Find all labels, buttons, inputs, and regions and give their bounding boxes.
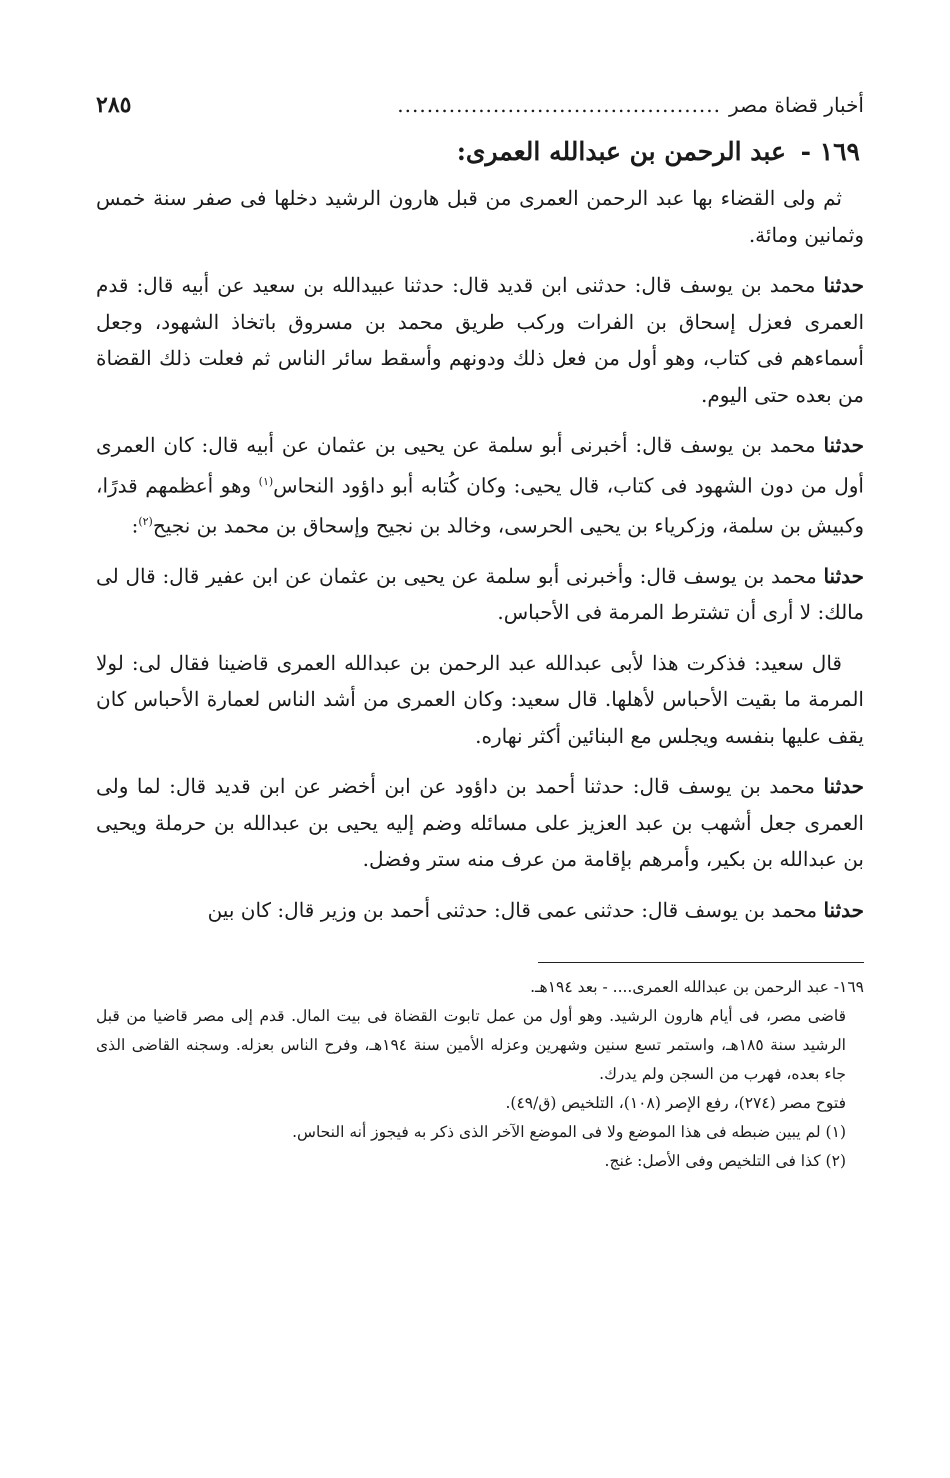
paragraph-text: محمد بن يوسف قال: حدثنى ابن قديد قال: حدثنا عبيدالله بن سعيد عن أبيه قال: قدم العمرى فعزل إسحاق بن الفرات وركب طريق محمد بن مسروق باتخاذ الشهود، وجعل أسماءهم فى كتاب، وهو أول من فعل ذلك ودونهم وأسقط سائر الناس ثم فعلت ذلك القضاة من بعده حتى اليوم. (96, 273, 864, 407)
paragraph (96, 645, 864, 755)
footnote-entry-body: قاضى مصر، فى أيام هارون الرشيد. وهو أول من عمل تابوت القضاة فى بيت المال. قدم إلى مصر قاضيا من قبل الرشيد سنة ١٨٥هـ، واستمر تسع سنين وشهرين وعزله الأمين سنة ١٩٤هـ، وفرح الناس بعزله. وسجنه القاضى الذى جاء بعده، فهرب من السجن ولم يدرك. (96, 1007, 846, 1084)
footnote-marker-2[interactable]: (٢) (138, 514, 153, 528)
paragraph-lead: حدثنا (823, 774, 864, 799)
paragraph-lead: حدثنا (823, 563, 864, 588)
footnote-separator (538, 962, 864, 963)
book-title: أخبار قضاة مصر (729, 93, 864, 117)
footnote-1: (١) لم يبين ضبطه فى هذا الموضع ولا فى الموضع الآخر الذى ذكر به فيجوز أنه النحاس. (292, 1123, 846, 1142)
paragraph-lead: حدثنا (823, 433, 864, 457)
paragraph (96, 768, 864, 878)
paragraph-text: وهو أعظمهم قدرًا، وكبيش بن سلمة، وزكرياء بن يحيى الحرسى، وخالد بن نجيح وإسحاق بن محمد بن نجيح (96, 473, 864, 538)
footnote-2: (٢) كذا فى التلخيص وفى الأصل: غنج. (604, 1152, 846, 1171)
footnotes (96, 973, 864, 1176)
section-number: ١٦٩ - (800, 137, 860, 166)
running-header (96, 88, 864, 122)
paragraph-text: ثم ولى القضاء بها عبد الرحمن العمرى من قبل هارون الرشيد دخلها فى صفر سنة خمس وثمانين ومائة. (96, 186, 864, 247)
footnote-entry-sources: فتوح مصر (٢٧٤)، رفع الإصر (١٠٨)، التلخيص (ق/٤٩). (505, 1094, 846, 1113)
paragraph (96, 427, 864, 544)
section-heading (96, 132, 860, 172)
page-number: ٢٨٥ (96, 92, 132, 118)
footnote-entry-title: ١٦٩- عبد الرحمن بن عبدالله العمرى.... - بعد ١٩٤هـ. (530, 978, 864, 997)
footnote-marker-1[interactable]: (١) (258, 474, 274, 488)
paragraph (96, 180, 864, 253)
paragraph-lead: حدثنا (823, 273, 864, 297)
paragraph-text: محمد بن يوسف قال: وأخبرنى أبو سلمة عن يحيى بن عثمان عن ابن عفير قال: قال لى مالك: لا أرى أن تشترط المرمة فى الأحباس. (96, 563, 864, 625)
book-page (96, 88, 864, 1180)
paragraph-lead: حدثنا (823, 897, 864, 922)
paragraph-text: محمد بن يوسف قال: حدثنى عمى قال: حدثنى أحمد بن وزير قال: كان بين (207, 897, 824, 922)
paragraph-text: محمد بن يوسف قال: أخبرنى أبو سلمة عن يحيى بن عثمان عن أبيه قال: كان العمرى أول من دون الشهود فى كتاب، قال يحيى: وكان كُتابه أبو داؤود النحاس (96, 433, 864, 498)
paragraph-text: محمد بن يوسف قال: حدثنا أحمد بن داؤود عن ابن أخضر عن ابن قديد قال: لما ولى العمرى جعل أشهب بن عبد العزيز على مسائله وضم إليه يحيى بن عبدالله بن حرملة ويحيى بن عبدالله بن بكير، وأمرهم بإقامة من عرف منه ستر وفضل. (96, 774, 864, 872)
section-title: عبد الرحمن بن عبدالله العمرى: (456, 137, 786, 166)
paragraph-text: : (131, 513, 139, 538)
dot-leader: ............................................ (397, 93, 721, 117)
paragraph (96, 267, 864, 413)
paragraph (96, 558, 864, 631)
paragraph-text: قال سعيد: فذكرت هذا لأبى عبدالله عبد الرحمن بن عبدالله العمرى قاضينا فقال لى: لولا المرمة ما بقيت الأحباس لأهلها. قال سعيد: وكان العمرى من أشد الناس لعمارة الأحباس كان يقف عليها بنفسه ويجلس مع البنائين أكثر نهاره. (96, 650, 864, 748)
paragraph (96, 892, 864, 929)
